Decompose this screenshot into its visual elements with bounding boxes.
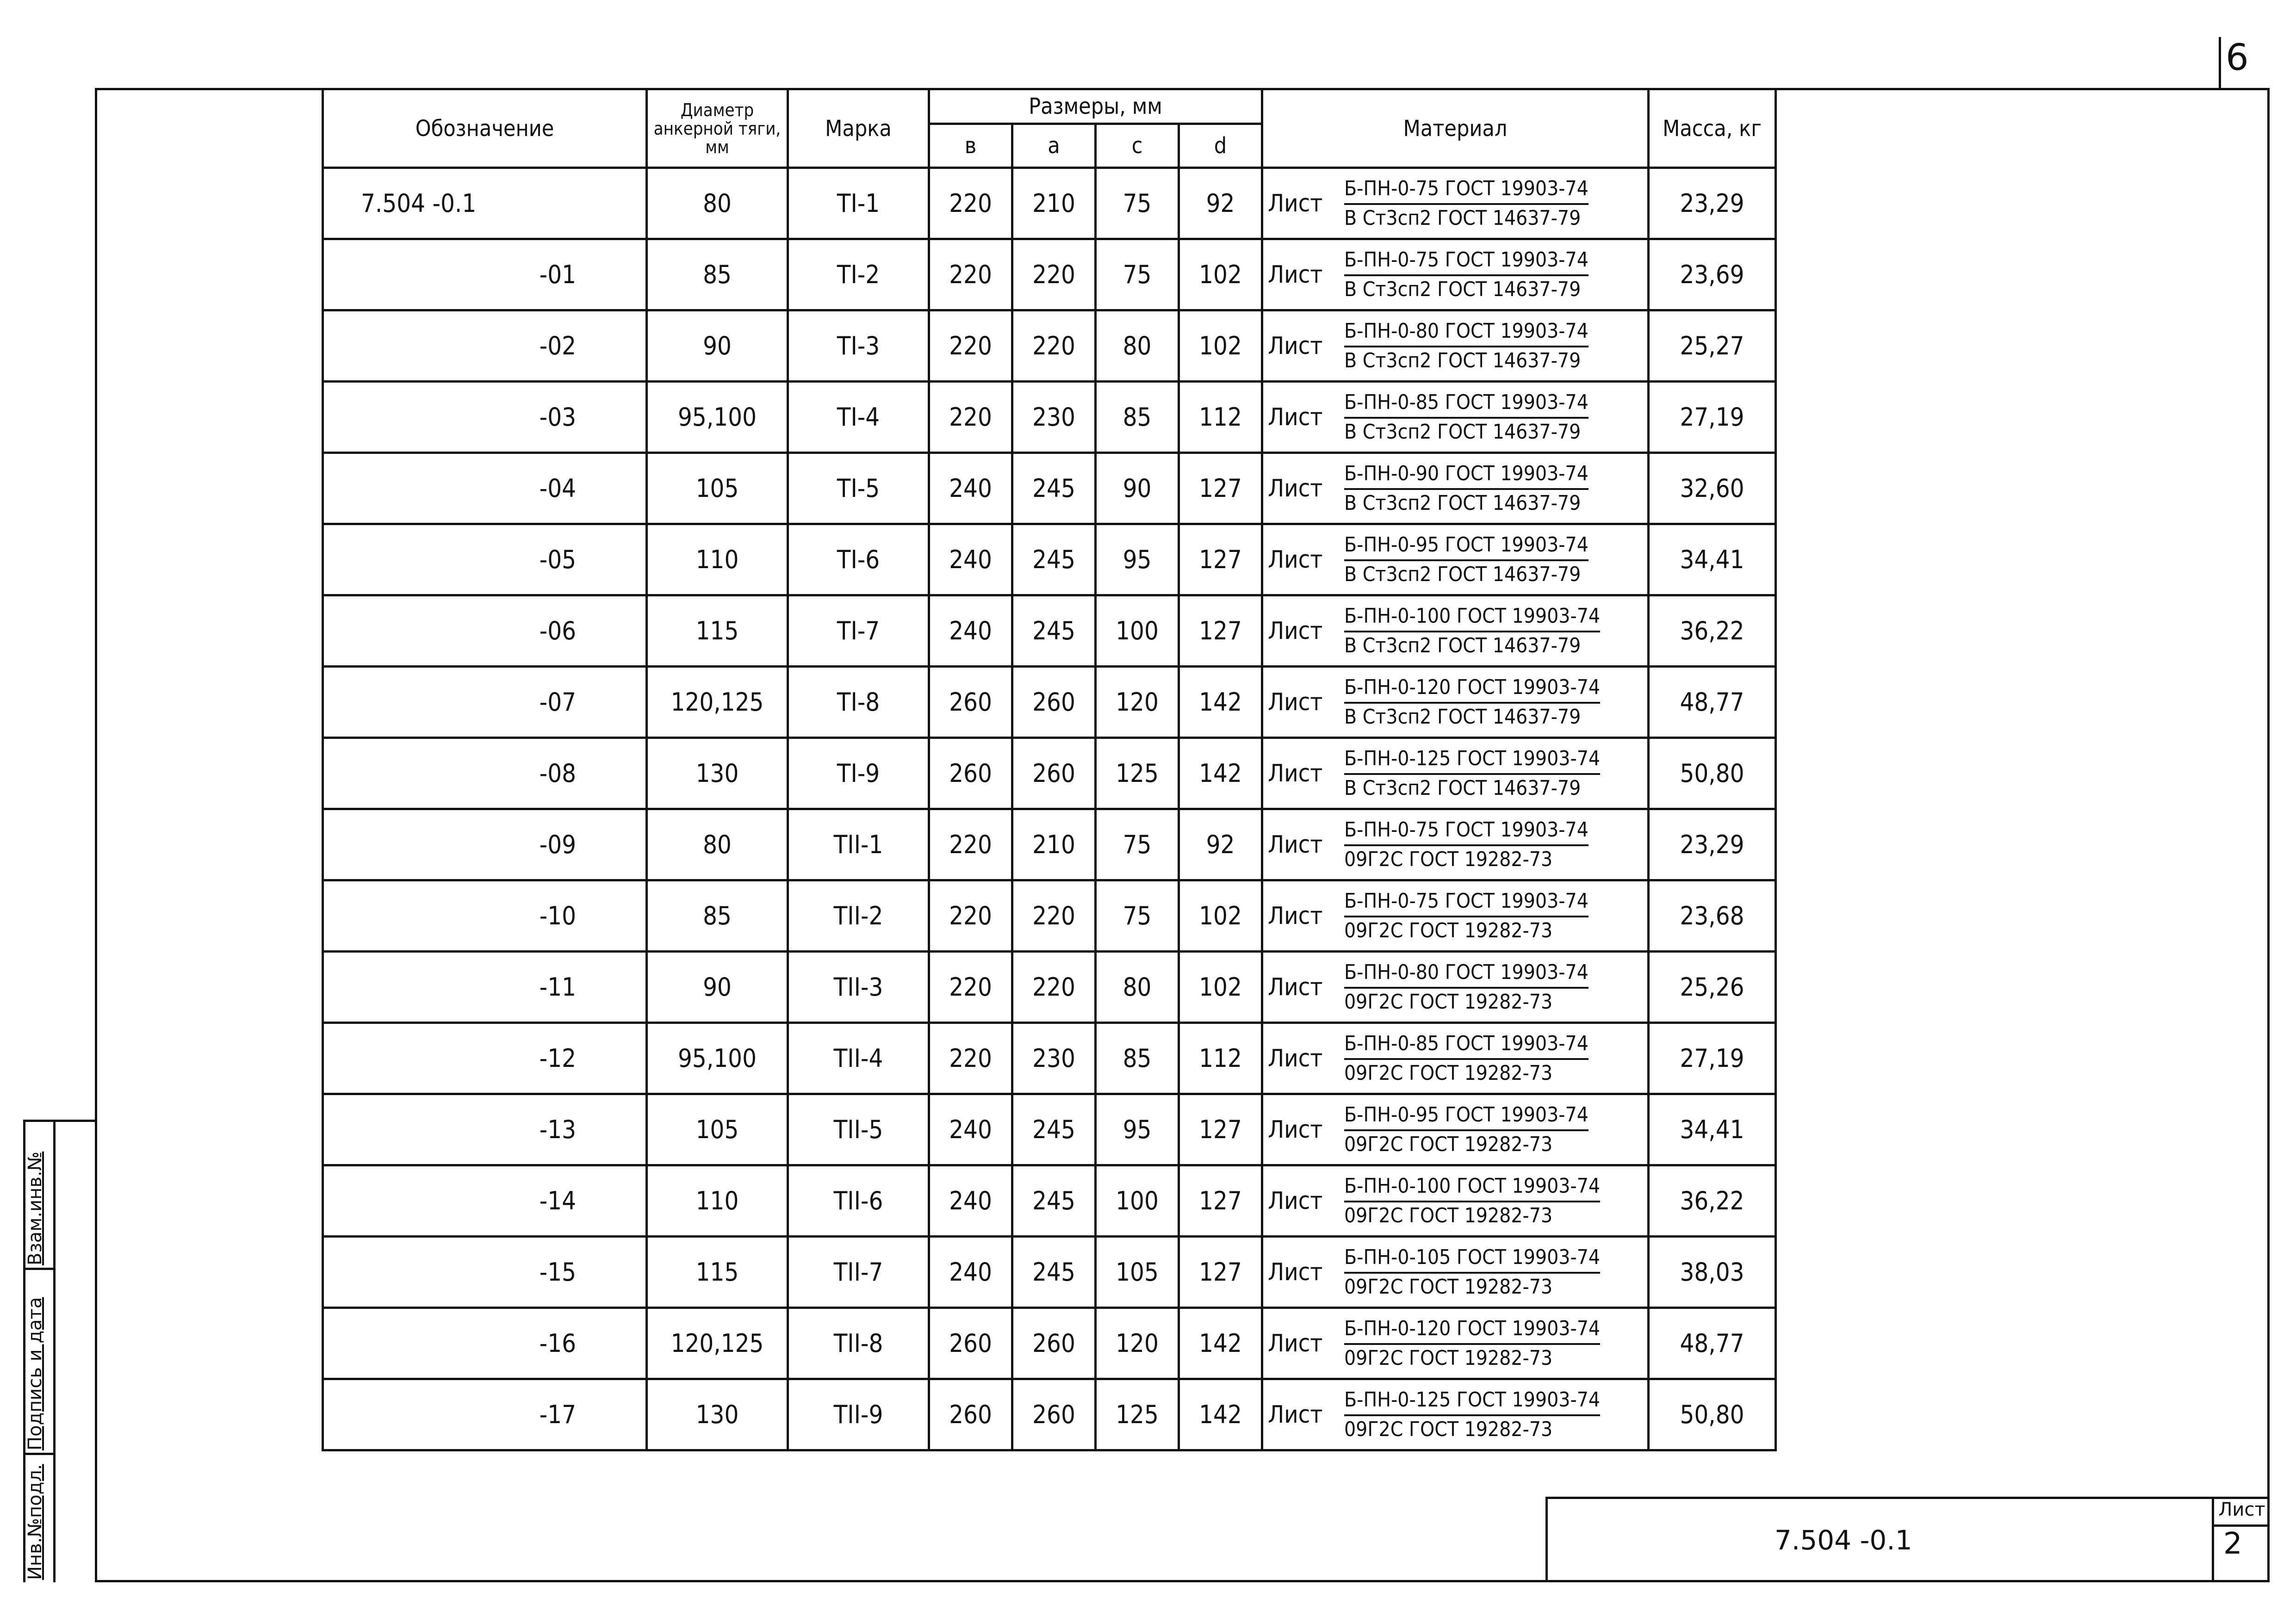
material-steel: 09Г2С ГОСТ 19282-73 (1344, 1346, 1553, 1370)
material-steel: 09Г2С ГОСТ 19282-73 (1344, 990, 1553, 1014)
table-row (323, 310, 1776, 382)
cell-designation: -15 (323, 1237, 647, 1308)
cell-mark: ТI-9 (788, 738, 929, 809)
material-grade: Б-ПН-0-125 ГОСТ 19903-74 (1344, 1387, 1600, 1416)
cell-designation: -03 (323, 382, 647, 453)
table-row (323, 1023, 1776, 1094)
table-row (323, 239, 1776, 310)
table-row (323, 667, 1776, 738)
cell-dim-c: 85 (1096, 382, 1179, 453)
stamp-inv-cell (25, 1455, 53, 1585)
cell-dim-b: 220 (929, 168, 1012, 239)
cell-designation: -09 (323, 809, 647, 880)
cell-dim-b: 220 (929, 239, 1012, 310)
material-spec (1344, 959, 1589, 1016)
cell-mass: 27,19 (1649, 382, 1776, 453)
material-spec (1344, 1387, 1600, 1443)
cell-dim-c: 75 (1096, 880, 1179, 952)
document-code: 7.504 -0.1 (1775, 1524, 1912, 1556)
cell-mark: ТII-4 (788, 1023, 929, 1094)
cell-diameter: 90 (647, 952, 788, 1023)
cell-dim-b: 220 (929, 1023, 1012, 1094)
corner-divider (2219, 37, 2221, 90)
cell-material (1262, 809, 1649, 880)
cell-diameter: 115 (647, 595, 788, 667)
cell-mass: 36,22 (1649, 595, 1776, 667)
cell-dim-b: 240 (929, 524, 1012, 595)
material-label: Лист (1268, 260, 1323, 289)
material-spec (1344, 1030, 1589, 1087)
cell-designation: -13 (323, 1094, 647, 1165)
table-row (323, 382, 1776, 453)
cell-dim-a: 245 (1012, 524, 1096, 595)
cell-mark: ТII-9 (788, 1379, 929, 1450)
cell-dim-a: 260 (1012, 738, 1096, 809)
stamp-vzam-inv: Взам.инв.№ (25, 1151, 46, 1265)
cell-dim-a: 245 (1012, 453, 1096, 524)
cell-dim-b: 240 (929, 1165, 1012, 1237)
cell-material (1262, 524, 1649, 595)
material-label: Лист (1268, 759, 1323, 787)
material-steel: В Ст3сп2 ГОСТ 14637-79 (1344, 562, 1581, 586)
material-steel: 09Г2С ГОСТ 19282-73 (1344, 1132, 1553, 1156)
table-row (323, 1308, 1776, 1379)
material-label: Лист (1268, 1187, 1323, 1215)
cell-dim-a: 245 (1012, 1094, 1096, 1165)
material-grade: Б-ПН-0-120 ГОСТ 19903-74 (1344, 674, 1600, 704)
cell-mass: 25,26 (1649, 952, 1776, 1023)
cell-mass: 27,19 (1649, 1023, 1776, 1094)
cell-diameter: 120,125 (647, 667, 788, 738)
cell-material (1262, 1379, 1649, 1450)
material-steel: В Ст3сп2 ГОСТ 14637-79 (1344, 348, 1581, 372)
cell-dim-a: 210 (1012, 809, 1096, 880)
material-label: Лист (1268, 830, 1323, 859)
cell-material (1262, 595, 1649, 667)
material-spec (1344, 1244, 1600, 1301)
table-row (323, 595, 1776, 667)
cell-designation: -08 (323, 738, 647, 809)
cell-material (1262, 239, 1649, 310)
cell-mark: ТI-3 (788, 310, 929, 382)
cell-dim-c: 100 (1096, 595, 1179, 667)
cell-diameter: 80 (647, 168, 788, 239)
table-row (323, 738, 1776, 809)
cell-mass: 50,80 (1649, 738, 1776, 809)
cell-dim-a: 260 (1012, 667, 1096, 738)
cell-dim-d: 127 (1179, 524, 1262, 595)
table-row (323, 1379, 1776, 1450)
material-steel: В Ст3сп2 ГОСТ 14637-79 (1344, 206, 1581, 230)
header-dimensions: Размеры, мм (929, 89, 1262, 124)
header-diameter: Диаметр анкерной тяги, мм (647, 89, 788, 168)
table-row (323, 880, 1776, 952)
cell-mass: 48,77 (1649, 667, 1776, 738)
cell-dim-c: 95 (1096, 1094, 1179, 1165)
cell-dim-a: 220 (1012, 880, 1096, 952)
cell-designation: -07 (323, 667, 647, 738)
header-designation: Обозначение (323, 89, 647, 168)
cell-dim-d: 92 (1179, 168, 1262, 239)
cell-mark: ТI-2 (788, 239, 929, 310)
cell-mass: 25,27 (1649, 310, 1776, 382)
material-label: Лист (1268, 1258, 1323, 1286)
material-spec (1344, 888, 1589, 944)
cell-material (1262, 1165, 1649, 1237)
table-row (323, 952, 1776, 1023)
cell-dim-d: 102 (1179, 239, 1262, 310)
cell-diameter: 110 (647, 1165, 788, 1237)
header-dim-d: d (1179, 124, 1262, 168)
cell-mark: ТII-3 (788, 952, 929, 1023)
material-steel: В Ст3сп2 ГОСТ 14637-79 (1344, 420, 1581, 444)
cell-mass: 34,41 (1649, 1094, 1776, 1165)
table-row (323, 809, 1776, 880)
material-label: Лист (1268, 1115, 1323, 1144)
table-row (323, 168, 1776, 239)
material-steel: 09Г2С ГОСТ 19282-73 (1344, 1417, 1553, 1441)
sheet-label: Лист (2214, 1499, 2270, 1527)
side-stamp (23, 1120, 97, 1582)
material-grade: Б-ПН-0-75 ГОСТ 19903-74 (1344, 247, 1589, 276)
cell-dim-d: 142 (1179, 1308, 1262, 1379)
cell-dim-a: 245 (1012, 1237, 1096, 1308)
header-material: Материал (1262, 89, 1649, 168)
table-row (323, 1237, 1776, 1308)
material-spec (1344, 1102, 1589, 1158)
cell-dim-b: 220 (929, 382, 1012, 453)
cell-dim-c: 125 (1096, 738, 1179, 809)
cell-mass: 38,03 (1649, 1237, 1776, 1308)
cell-mark: ТII-7 (788, 1237, 929, 1308)
cell-dim-a: 220 (1012, 952, 1096, 1023)
material-label: Лист (1268, 332, 1323, 360)
cell-dim-d: 127 (1179, 453, 1262, 524)
cell-dim-c: 80 (1096, 952, 1179, 1023)
cell-dim-c: 75 (1096, 168, 1179, 239)
cell-mark: ТI-6 (788, 524, 929, 595)
material-grade: Б-ПН-0-75 ГОСТ 19903-74 (1344, 175, 1589, 205)
material-spec (1344, 817, 1589, 873)
stamp-signature-cell (25, 1270, 53, 1455)
cell-designation: -12 (323, 1023, 647, 1094)
material-steel: 09Г2С ГОСТ 19282-73 (1344, 918, 1553, 942)
cell-dim-b: 260 (929, 738, 1012, 809)
cell-material (1262, 1094, 1649, 1165)
cell-mass: 23,29 (1649, 809, 1776, 880)
material-steel: В Ст3сп2 ГОСТ 14637-79 (1344, 491, 1581, 515)
cell-material (1262, 382, 1649, 453)
cell-dim-c: 125 (1096, 1379, 1179, 1450)
cell-dim-d: 142 (1179, 667, 1262, 738)
cell-dim-c: 120 (1096, 1308, 1179, 1379)
material-grade: Б-ПН-0-100 ГОСТ 19903-74 (1344, 603, 1600, 632)
material-label: Лист (1268, 1400, 1323, 1429)
material-grade: Б-ПН-0-95 ГОСТ 19903-74 (1344, 1102, 1589, 1131)
stamp-signature-date: Подпись и дата (25, 1297, 46, 1450)
cell-dim-b: 240 (929, 453, 1012, 524)
cell-dim-c: 120 (1096, 667, 1179, 738)
material-grade: Б-ПН-0-85 ГОСТ 19903-74 (1344, 1030, 1589, 1060)
material-spec (1344, 1315, 1600, 1372)
cell-mass: 50,80 (1649, 1379, 1776, 1450)
cell-designation: -11 (323, 952, 647, 1023)
material-grade: Б-ПН-0-80 ГОСТ 19903-74 (1344, 959, 1589, 989)
cell-dim-a: 230 (1012, 382, 1096, 453)
cell-diameter: 105 (647, 453, 788, 524)
cell-dim-d: 102 (1179, 310, 1262, 382)
cell-mass: 36,22 (1649, 1165, 1776, 1237)
material-grade: Б-ПН-0-95 ГОСТ 19903-74 (1344, 532, 1589, 561)
cell-dim-a: 245 (1012, 1165, 1096, 1237)
cell-dim-d: 127 (1179, 1165, 1262, 1237)
material-spec (1344, 175, 1589, 232)
cell-mark: ТII-2 (788, 880, 929, 952)
cell-material (1262, 1237, 1649, 1308)
cell-designation: -06 (323, 595, 647, 667)
cell-dim-d: 142 (1179, 738, 1262, 809)
cell-designation: 7.504 -0.1 (323, 168, 647, 239)
header-dim-a: a (1012, 124, 1096, 168)
cell-designation: -04 (323, 453, 647, 524)
sheet-number: 2 (2223, 1527, 2242, 1561)
material-grade: Б-ПН-0-125 ГОСТ 19903-74 (1344, 745, 1600, 775)
cell-material (1262, 952, 1649, 1023)
material-spec (1344, 318, 1589, 374)
cell-mark: ТI-4 (788, 382, 929, 453)
cell-designation: -14 (323, 1165, 647, 1237)
cell-dim-c: 105 (1096, 1237, 1179, 1308)
cell-diameter: 90 (647, 310, 788, 382)
cell-dim-b: 220 (929, 310, 1012, 382)
header-mark: Марка (788, 89, 929, 168)
cell-designation: -16 (323, 1308, 647, 1379)
material-label: Лист (1268, 403, 1323, 431)
cell-dim-d: 92 (1179, 809, 1262, 880)
cell-designation: -05 (323, 524, 647, 595)
cell-diameter: 95,100 (647, 1023, 788, 1094)
cell-diameter: 80 (647, 809, 788, 880)
cell-dim-d: 142 (1179, 1379, 1262, 1450)
cell-dim-b: 260 (929, 1308, 1012, 1379)
cell-designation: -02 (323, 310, 647, 382)
table-row (323, 524, 1776, 595)
cell-material (1262, 310, 1649, 382)
cell-mark: ТII-6 (788, 1165, 929, 1237)
cell-material (1262, 738, 1649, 809)
material-steel: В Ст3сп2 ГОСТ 14637-79 (1344, 705, 1581, 729)
cell-dim-b: 240 (929, 595, 1012, 667)
cell-mark: ТI-8 (788, 667, 929, 738)
stamp-inv-podl: Инв.№подл. (25, 1464, 46, 1580)
cell-material (1262, 667, 1649, 738)
cell-material (1262, 453, 1649, 524)
cell-dim-a: 230 (1012, 1023, 1096, 1094)
material-spec (1344, 603, 1600, 659)
cell-dim-b: 240 (929, 1237, 1012, 1308)
specification-table (322, 88, 1777, 1451)
cell-dim-c: 75 (1096, 239, 1179, 310)
material-grade: Б-ПН-0-75 ГОСТ 19903-74 (1344, 888, 1589, 917)
material-label: Лист (1268, 1329, 1323, 1357)
material-spec (1344, 532, 1589, 588)
material-grade: Б-ПН-0-75 ГОСТ 19903-74 (1344, 817, 1589, 846)
material-label: Лист (1268, 688, 1323, 716)
cell-dim-c: 100 (1096, 1165, 1179, 1237)
cell-mark: ТI-5 (788, 453, 929, 524)
cell-mark: ТI-1 (788, 168, 929, 239)
cell-designation: -10 (323, 880, 647, 952)
cell-dim-d: 112 (1179, 1023, 1262, 1094)
cell-mass: 23,69 (1649, 239, 1776, 310)
cell-designation: -17 (323, 1379, 647, 1450)
material-spec (1344, 389, 1589, 446)
cell-dim-d: 102 (1179, 952, 1262, 1023)
sheet-cell (2212, 1499, 2270, 1582)
cell-dim-c: 75 (1096, 809, 1179, 880)
cell-material (1262, 1023, 1649, 1094)
cell-dim-a: 245 (1012, 595, 1096, 667)
material-label: Лист (1268, 545, 1323, 574)
material-grade: Б-ПН-0-80 ГОСТ 19903-74 (1344, 318, 1589, 347)
cell-diameter: 110 (647, 524, 788, 595)
cell-dim-d: 102 (1179, 880, 1262, 952)
material-spec (1344, 1173, 1600, 1229)
header-mass: Масса, кг (1649, 89, 1776, 168)
cell-dim-d: 127 (1179, 1094, 1262, 1165)
cell-mass: 23,68 (1649, 880, 1776, 952)
header-dim-b: в (929, 124, 1012, 168)
material-grade: Б-ПН-0-120 ГОСТ 19903-74 (1344, 1315, 1600, 1345)
cell-diameter: 85 (647, 880, 788, 952)
header-dim-c: c (1096, 124, 1179, 168)
material-label: Лист (1268, 902, 1323, 930)
cell-mass: 32,60 (1649, 453, 1776, 524)
cell-mass: 23,29 (1649, 168, 1776, 239)
table-row (323, 453, 1776, 524)
table-body (323, 168, 1776, 1450)
material-steel: В Ст3сп2 ГОСТ 14637-79 (1344, 776, 1581, 800)
cell-dim-b: 240 (929, 1094, 1012, 1165)
cell-dim-a: 260 (1012, 1308, 1096, 1379)
cell-material (1262, 880, 1649, 952)
cell-dim-d: 112 (1179, 382, 1262, 453)
material-label: Лист (1268, 617, 1323, 645)
cell-designation: -01 (323, 239, 647, 310)
material-label: Лист (1268, 189, 1323, 217)
cell-mark: ТII-5 (788, 1094, 929, 1165)
material-spec (1344, 460, 1589, 517)
cell-dim-b: 220 (929, 952, 1012, 1023)
cell-diameter: 85 (647, 239, 788, 310)
cell-mass: 34,41 (1649, 524, 1776, 595)
material-spec (1344, 745, 1600, 802)
cell-diameter: 130 (647, 1379, 788, 1450)
cell-mass: 48,77 (1649, 1308, 1776, 1379)
cell-dim-a: 260 (1012, 1379, 1096, 1450)
cell-material (1262, 168, 1649, 239)
cell-dim-b: 260 (929, 1379, 1012, 1450)
material-steel: 09Г2С ГОСТ 19282-73 (1344, 1275, 1553, 1299)
cell-diameter: 130 (647, 738, 788, 809)
corner-page-number: 6 (2226, 37, 2249, 79)
cell-dim-b: 220 (929, 880, 1012, 952)
material-grade: Б-ПН-0-105 ГОСТ 19903-74 (1344, 1244, 1600, 1274)
material-grade: Б-ПН-0-85 ГОСТ 19903-74 (1344, 389, 1589, 419)
material-spec (1344, 247, 1589, 303)
cell-dim-a: 220 (1012, 239, 1096, 310)
cell-dim-d: 127 (1179, 595, 1262, 667)
material-steel: В Ст3сп2 ГОСТ 14637-79 (1344, 277, 1581, 301)
cell-dim-a: 220 (1012, 310, 1096, 382)
table-row (323, 1094, 1776, 1165)
cell-dim-d: 127 (1179, 1237, 1262, 1308)
material-steel: 09Г2С ГОСТ 19282-73 (1344, 1061, 1553, 1085)
cell-dim-c: 95 (1096, 524, 1179, 595)
material-label: Лист (1268, 1044, 1323, 1072)
title-block (1545, 1497, 2270, 1582)
cell-mark: ТII-1 (788, 809, 929, 880)
stamp-vzam-cell (25, 1122, 53, 1270)
material-steel: 09Г2С ГОСТ 19282-73 (1344, 847, 1553, 871)
cell-dim-c: 85 (1096, 1023, 1179, 1094)
material-label: Лист (1268, 973, 1323, 1001)
cell-diameter: 95,100 (647, 382, 788, 453)
cell-diameter: 115 (647, 1237, 788, 1308)
cell-dim-a: 210 (1012, 168, 1096, 239)
cell-dim-b: 220 (929, 809, 1012, 880)
cell-dim-c: 90 (1096, 453, 1179, 524)
cell-dim-b: 260 (929, 667, 1012, 738)
table-row (323, 1165, 1776, 1237)
material-grade: Б-ПН-0-90 ГОСТ 19903-74 (1344, 460, 1589, 490)
cell-mark: ТII-8 (788, 1308, 929, 1379)
cell-dim-c: 80 (1096, 310, 1179, 382)
cell-diameter: 105 (647, 1094, 788, 1165)
cell-material (1262, 1308, 1649, 1379)
material-label: Лист (1268, 474, 1323, 502)
material-steel: 09Г2С ГОСТ 19282-73 (1344, 1203, 1553, 1227)
material-grade: Б-ПН-0-100 ГОСТ 19903-74 (1344, 1173, 1600, 1202)
material-spec (1344, 674, 1600, 731)
cell-diameter: 120,125 (647, 1308, 788, 1379)
material-steel: В Ст3сп2 ГОСТ 14637-79 (1344, 633, 1581, 657)
cell-mark: ТI-7 (788, 595, 929, 667)
